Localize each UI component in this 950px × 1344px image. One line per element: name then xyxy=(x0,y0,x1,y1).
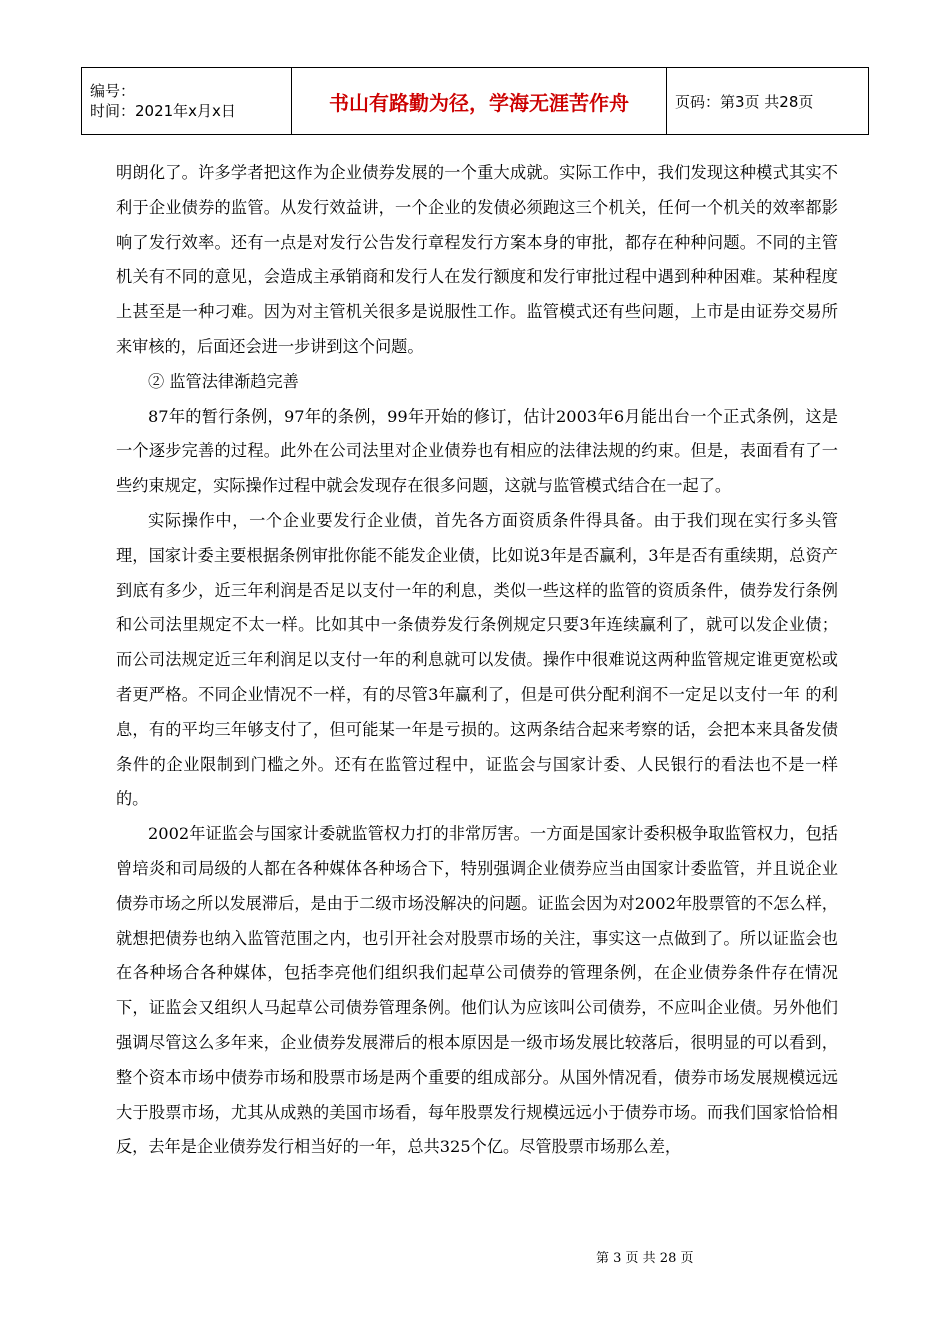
paragraph: 实际操作中，一个企业要发行企业债，首先各方面资质条件得具备。由于我们现在实行多头管理，国家计委主要根据条例审批你能不能发企业债，比如说3年是否赢利，3年是否有重续期，总资产到底有多少，近三年利润是否足以支付一年的利息，类似一些这样的监管的资质条件，债券发行条例和公司法里规定不太一样。比如其中一条债券发行条例规定只要3年连续赢利了，就可以发企业债；而公司法规定近三年利润足以支付一年的利息就可以发债。操作中很难说这两种监管规定谁更宽松或者更严格。不同企业情况不一样，有的尽管3年赢利了，但是可供分配利润不一定足以支付一年 的利息，有的平均三年够支付了，但可能某一年是亏损的。这两条结合起来考察的话，会把本来具备发债条件的企业限制到门槛之外。还有在监管过程中，证监会与国家计委、人民银行的看法也不是一样的。 xyxy=(116,510,838,809)
document-time: 时间：2021年x月x日 xyxy=(90,102,236,120)
header-page-number: 页码：第3页 共28页 xyxy=(667,68,869,135)
paragraph: 87年的暂行条例，97年的条例，99年开始的修订，估计2003年6月能出台一个正式条例，这是一个逐步完善的过程。此外在公司法里对企业债券也有相应的法律法规的约束。但是，表面看有了一些约束规定，实际操作过程中就会发现存在很多问题，这就与监管模式结合在一起了。 xyxy=(116,406,838,496)
paragraph: 明朗化了。许多学者把这作为企业债券发展的一个重大成就。实际工作中，我们发现这种模式其实不利于企业债券的监管。从发行效益讲，一个企业的发债必须跑这三个机关，任何一个机关的效率都影响了发行效率。还有一点是对发行公告发行章程发行方案本身的审批，都存在种种问题。不同的主管机关有不同的意见，会造成主承销商和发行人在发行额度和发行审批过程中遇到种种困难。某种程度上甚至是一种刁难。因为对主管机关很多是说服性工作。监管模式还有些问题，上市是由证券交易所来审核的，后面还会进一步讲到这个问题。 xyxy=(116,163,838,356)
document-body xyxy=(116,156,838,1165)
header-meta xyxy=(82,68,292,135)
paragraph: 2002年证监会与国家计委就监管权力打的非常厉害。一方面是国家计委积极争取监管权力，包括曾培炎和司局级的人都在各种媒体各种场合下，特别强调企业债券应当由国家计委监管，并且说企业债券市场之所以发展滞后，是由于二级市场没解决的问题。证监会因为对2002年股票管的不怎么样，就想把债券也纳入监管范围之内，也引开社会对股票市场的关注，事实这一点做到了。所以证监会也在各种场合各种媒体，包括李亮他们组织我们起草公司债券的管理条例，在企业债券条件存在情况下，证监会又组织人马起草公司债券管理条例。他们认为应该叫公司债券，不应叫企业债。另外他们强调尽管这么多年来，企业债券发展滞后的根本原因是一级市场发展比较落后，很明显的可以看到，整个资本市场中债券市场和股票市场是两个重要的组成部分。从国外情况看，债券市场发展规模远远大于股票市场，尤其从成熟的美国市场看，每年股票发行规模远远小于债券市场。而我们国家恰恰相反，去年是企业债券发行相当好的一年，总共325个亿。尽管股票市场那么差， xyxy=(116,824,838,1157)
header-motto: 书山有路勤为径，学海无涯苦作舟 xyxy=(292,68,667,135)
footer-page-number: 第 3 页 共 28 页 xyxy=(596,1251,694,1266)
document-number: 编号： xyxy=(90,82,136,100)
document-header xyxy=(81,67,869,135)
section-heading: ② 监管法律渐趋完善 xyxy=(148,371,299,391)
